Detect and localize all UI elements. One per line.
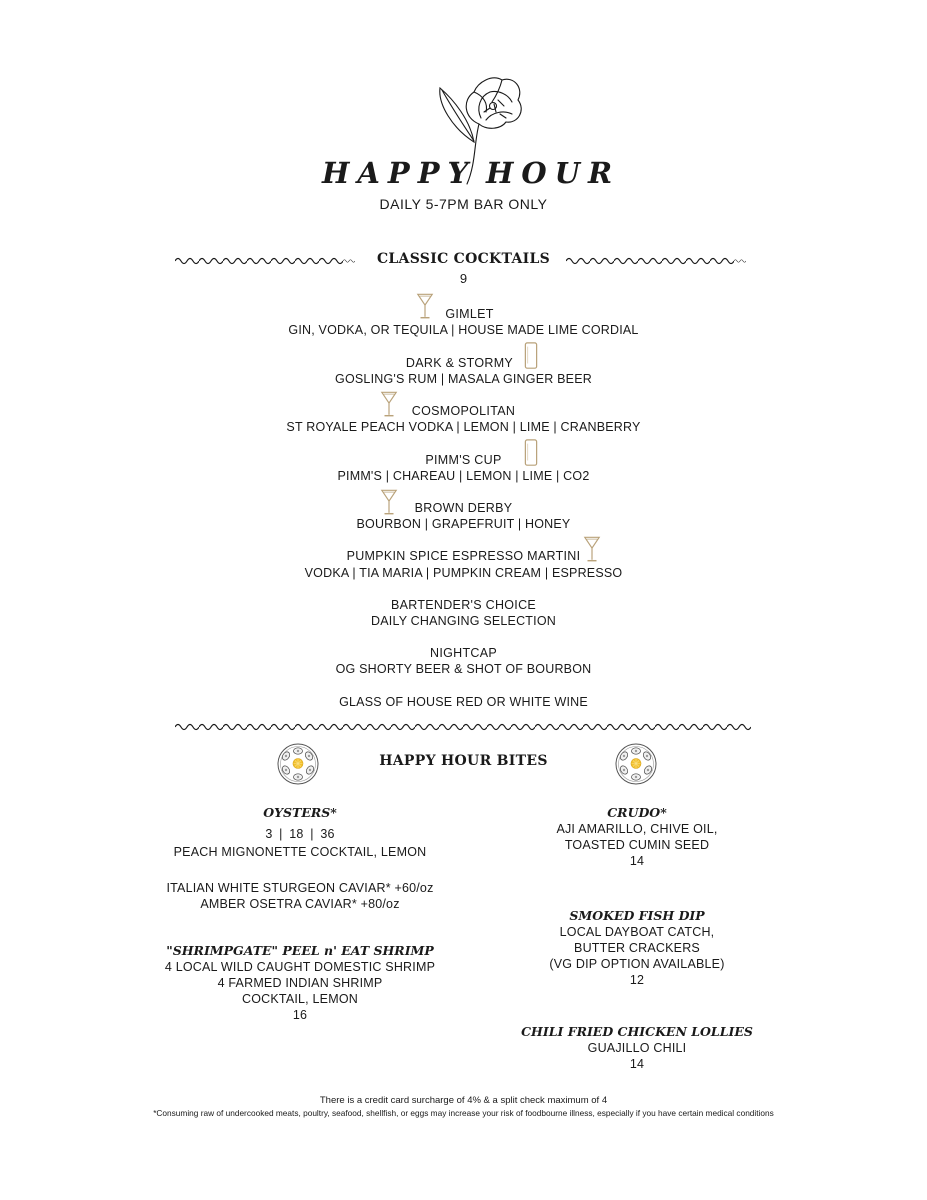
bite-line: COCKTAIL, LEMON [242, 992, 358, 1006]
bite-line: PEACH MIGNONETTE COCKTAIL, LEMON [173, 845, 427, 859]
cocktail-name-dark-stormy: DARK & STORMY [405, 356, 514, 370]
bite-line: 16 [292, 1008, 308, 1022]
bite-line: ITALIAN WHITE STURGEON CAVIAR* +60/oz [166, 881, 434, 895]
house-wine: GLASS OF HOUSE RED OR WHITE WINE [339, 695, 588, 709]
bite-name-oysters: OYSTERS* [263, 805, 337, 820]
bite-line: 12 [629, 973, 645, 987]
cocktail-name-gimlet: GIMLET [445, 307, 494, 321]
bites-left-column [140, 804, 460, 1023]
martini-glass-icon [583, 534, 601, 564]
bite-line: LOCAL DAYBOAT CATCH, [559, 925, 715, 939]
page-title-right: HOUR [486, 156, 621, 190]
surcharge-note: There is a credit card surcharge of 4% & a split check maximum of 4 [319, 1095, 608, 1106]
cocktail-desc-brown-derby: BOURBON | GRAPEFRUIT | HONEY [356, 517, 571, 531]
bite-line: GUAJILLO CHILI [587, 1041, 687, 1055]
cocktail-name-cosmopolitan: COSMOPOLITAN [411, 404, 516, 418]
bite-line: AJI AMARILLO, CHIVE OIL, [556, 822, 718, 836]
cocktail-name-pumpkin-martini: PUMPKIN SPICE ESPRESSO MARTINI [346, 549, 581, 563]
cocktail-desc-cosmopolitan: ST ROYALE PEACH VODKA | LEMON | LIME | CRANBERRY [286, 420, 641, 434]
cocktails-price: 9 [459, 271, 468, 286]
bite-name-shrimp: "SHRIMPGATE" PEEL n' EAT SHRIMP [166, 943, 434, 958]
cocktail-name-nightcap: NIGHTCAP [430, 646, 497, 660]
page-subtitle: DAILY 5-7PM BAR ONLY [379, 196, 548, 212]
cocktail-name-pimms-cup: PIMM'S CUP [425, 453, 502, 467]
bite-line: BUTTER CRACKERS [574, 941, 700, 955]
highball-glass-icon [523, 341, 539, 371]
cocktail-desc-pumpkin-martini: VODKA | TIA MARIA | PUMPKIN CREAM | ESPRESSO [304, 566, 623, 580]
cocktail-desc-dark-stormy: GOSLING'S RUM | MASALA GINGER BEER [335, 372, 592, 386]
bite-line: 14 [629, 1057, 645, 1071]
cocktail-desc-nightcap: OG SHORTY BEER & SHOT OF BOURBON [335, 662, 592, 676]
highball-glass-icon [523, 438, 539, 468]
cocktails-heading: CLASSIC COCKTAILS [376, 251, 551, 267]
bite-line: (VG DIP OPTION AVAILABLE) [549, 957, 725, 971]
bite-line: 4 LOCAL WILD CAUGHT DOMESTIC SHRIMP [164, 960, 436, 974]
raw-food-warning: *Consuming raw of undercooked meats, poultry, seafood, shellfish, or eggs may increase your risk of foodbourne illness, especially if you have certain medical conditions [153, 1108, 774, 1118]
page-title-left: HAPPY [322, 156, 477, 190]
bites-heading: HAPPY HOUR BITES [379, 753, 548, 769]
bite-name-smoked-fish-dip: SMOKED FISH DIP [569, 908, 705, 923]
bites-right-column [487, 804, 787, 1072]
wave-divider-right [566, 253, 746, 271]
bite-line: AMBER OSETRA CAVIAR* +80/oz [200, 897, 400, 911]
cocktail-name-brown-derby: BROWN DERBY [414, 501, 513, 515]
bite-line: 4 FARMED INDIAN SHRIMP [217, 976, 383, 990]
bite-line: 3 | 18 | 36 [265, 827, 335, 841]
bite-name-crudo: CRUDO* [607, 805, 667, 820]
cocktail-desc-gimlet: GIN, VODKA, OR TEQUILA | HOUSE MADE LIME CORDIAL [288, 323, 639, 337]
bite-name-chicken-lollies: CHILI FRIED CHICKEN LOLLIES [521, 1024, 753, 1039]
cocktail-desc-bartenders-choice: DAILY CHANGING SELECTION [371, 614, 556, 628]
oyster-platter-icon [614, 742, 658, 791]
bite-line: 14 [629, 854, 645, 868]
cocktail-name-bartenders-choice: BARTENDER'S CHOICE [390, 598, 537, 612]
wave-divider-full [175, 719, 751, 737]
cocktail-desc-pimms-cup: PIMM'S | CHAREAU | LEMON | LIME | CO2 [337, 469, 590, 483]
bite-line: TOASTED CUMIN SEED [564, 838, 710, 852]
